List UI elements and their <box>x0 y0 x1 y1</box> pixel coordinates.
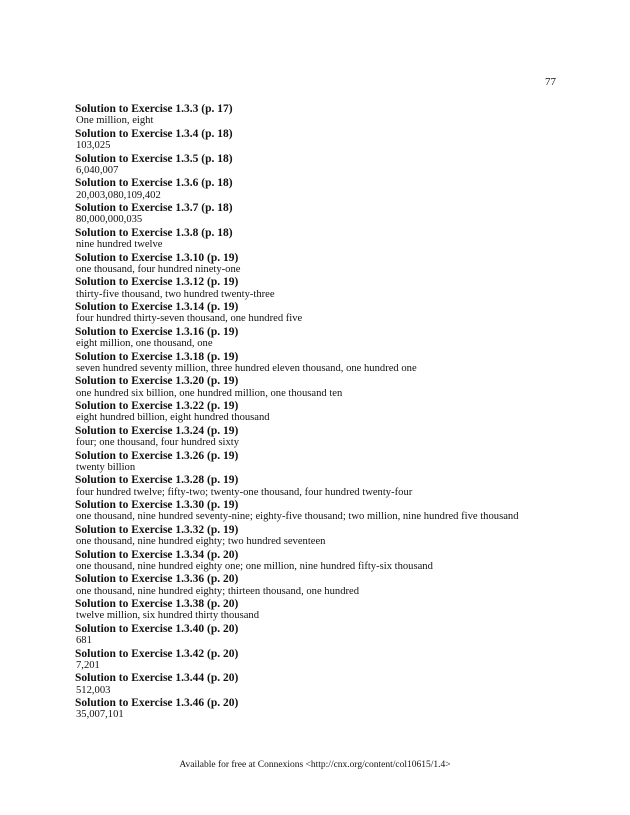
solution-answer: 512,003 <box>76 684 111 696</box>
solution-entry <box>75 672 565 697</box>
solution-heading[interactable]: Solution to Exercise 1.3.4 (p. 18) <box>75 127 233 140</box>
solution-entry <box>75 202 565 227</box>
solution-entry <box>75 400 565 425</box>
solution-heading[interactable]: Solution to Exercise 1.3.7 (p. 18) <box>75 202 233 214</box>
solution-entry <box>75 177 565 202</box>
solution-answer: one thousand, nine hundred eighty; two hundred seventeen <box>76 536 326 548</box>
solution-heading[interactable]: Solution to Exercise 1.3.12 (p. 19) <box>75 276 239 289</box>
solution-entry <box>75 375 565 400</box>
solution-heading[interactable]: Solution to Exercise 1.3.3 (p. 17) <box>75 103 233 115</box>
solution-heading[interactable]: Solution to Exercise 1.3.20 (p. 19) <box>75 375 239 388</box>
solution-answer: 80,000,000,035 <box>76 214 143 226</box>
solution-entry <box>75 128 565 153</box>
solution-heading[interactable]: Solution to Exercise 1.3.5 (p. 18) <box>75 152 233 165</box>
solution-entry <box>75 301 565 326</box>
solution-entry <box>75 697 565 722</box>
solution-answer: 7,201 <box>76 659 100 671</box>
solution-answer: twelve million, six hundred thirty thousand <box>76 610 260 622</box>
solution-entry <box>75 598 565 623</box>
solution-answer: 20,003,080,109,402 <box>76 189 161 201</box>
solution-answer: one thousand, four hundred ninety-one <box>76 263 241 275</box>
page-number: 77 <box>545 76 556 88</box>
solution-entry <box>75 450 565 475</box>
solution-answer: seven hundred seventy million, three hundred eleven thousand, one hundred one <box>76 362 417 374</box>
solution-heading[interactable]: Solution to Exercise 1.3.36 (p. 20) <box>75 573 239 586</box>
solution-heading[interactable]: Solution to Exercise 1.3.10 (p. 19) <box>75 251 239 264</box>
solution-entry <box>75 252 565 277</box>
solution-entry <box>75 153 565 178</box>
page-footer[interactable]: Available for free at Connexions <http://cnx.org/content/col10615/1.4> <box>179 760 451 770</box>
solution-entry <box>75 103 565 128</box>
solution-answer: one hundred six billion, one hundred million, one thousand ten <box>76 387 343 399</box>
solution-entry <box>75 648 565 673</box>
solution-heading[interactable]: Solution to Exercise 1.3.26 (p. 19) <box>75 449 239 462</box>
solution-heading[interactable]: Solution to Exercise 1.3.32 (p. 19) <box>75 523 239 536</box>
solution-heading[interactable]: Solution to Exercise 1.3.6 (p. 18) <box>75 177 233 190</box>
solution-answer: twenty billion <box>76 461 136 473</box>
solution-entry <box>75 425 565 450</box>
solution-heading[interactable]: Solution to Exercise 1.3.34 (p. 20) <box>75 548 239 561</box>
solution-answer: one thousand, nine hundred seventy-nine; eighty-five thousand; two million, nine hundred five thousand <box>76 511 519 523</box>
solution-entry <box>75 227 565 252</box>
solution-answer: one thousand, nine hundred eighty one; one million, nine hundred fifty-six thousand <box>76 560 433 572</box>
solution-entry <box>75 549 565 574</box>
solution-heading[interactable]: Solution to Exercise 1.3.18 (p. 19) <box>75 350 239 363</box>
solution-answer: thirty-five thousand, two hundred twenty-three <box>76 288 275 300</box>
solution-answer: 681 <box>76 635 92 647</box>
solution-answer: One million, eight <box>76 115 154 127</box>
solutions-list <box>75 103 565 722</box>
solution-heading[interactable]: Solution to Exercise 1.3.24 (p. 19) <box>75 424 239 437</box>
solution-entry <box>75 351 565 376</box>
solution-heading[interactable]: Solution to Exercise 1.3.46 (p. 20) <box>75 697 239 709</box>
solution-heading[interactable]: Solution to Exercise 1.3.28 (p. 19) <box>75 474 239 487</box>
solution-answer: four hundred thirty-seven thousand, one hundred five <box>76 313 303 325</box>
solution-heading[interactable]: Solution to Exercise 1.3.42 (p. 20) <box>75 647 239 660</box>
solution-heading[interactable]: Solution to Exercise 1.3.38 (p. 20) <box>75 598 239 610</box>
solution-answer: 103,025 <box>76 140 111 152</box>
solution-answer: 6,040,007 <box>76 164 119 176</box>
solution-entry <box>75 474 565 499</box>
solution-answer: nine hundred twelve <box>76 239 163 251</box>
solution-entry <box>75 276 565 301</box>
solution-entry <box>75 499 565 524</box>
solution-heading[interactable]: Solution to Exercise 1.3.44 (p. 20) <box>75 672 239 685</box>
solution-answer: one thousand, nine hundred eighty; thirteen thousand, one hundred <box>76 585 360 597</box>
solution-entry <box>75 573 565 598</box>
solution-heading[interactable]: Solution to Exercise 1.3.22 (p. 19) <box>75 400 239 412</box>
solution-entry <box>75 623 565 648</box>
solution-heading[interactable]: Solution to Exercise 1.3.30 (p. 19) <box>75 499 239 511</box>
solution-heading[interactable]: Solution to Exercise 1.3.8 (p. 18) <box>75 226 233 239</box>
solution-heading[interactable]: Solution to Exercise 1.3.14 (p. 19) <box>75 301 239 313</box>
solution-entry <box>75 326 565 351</box>
solution-entry <box>75 524 565 549</box>
solution-answer: 35,007,101 <box>76 709 124 721</box>
solution-heading[interactable]: Solution to Exercise 1.3.40 (p. 20) <box>75 622 239 635</box>
solution-answer: eight million, one thousand, one <box>76 338 213 350</box>
solution-answer: four; one thousand, four hundred sixty <box>76 437 239 449</box>
solution-heading[interactable]: Solution to Exercise 1.3.16 (p. 19) <box>75 325 239 338</box>
solution-answer: four hundred twelve; fifty-two; twenty-one thousand, four hundred twenty-four <box>76 486 413 498</box>
solution-answer: eight hundred billion, eight hundred thousand <box>76 412 270 424</box>
